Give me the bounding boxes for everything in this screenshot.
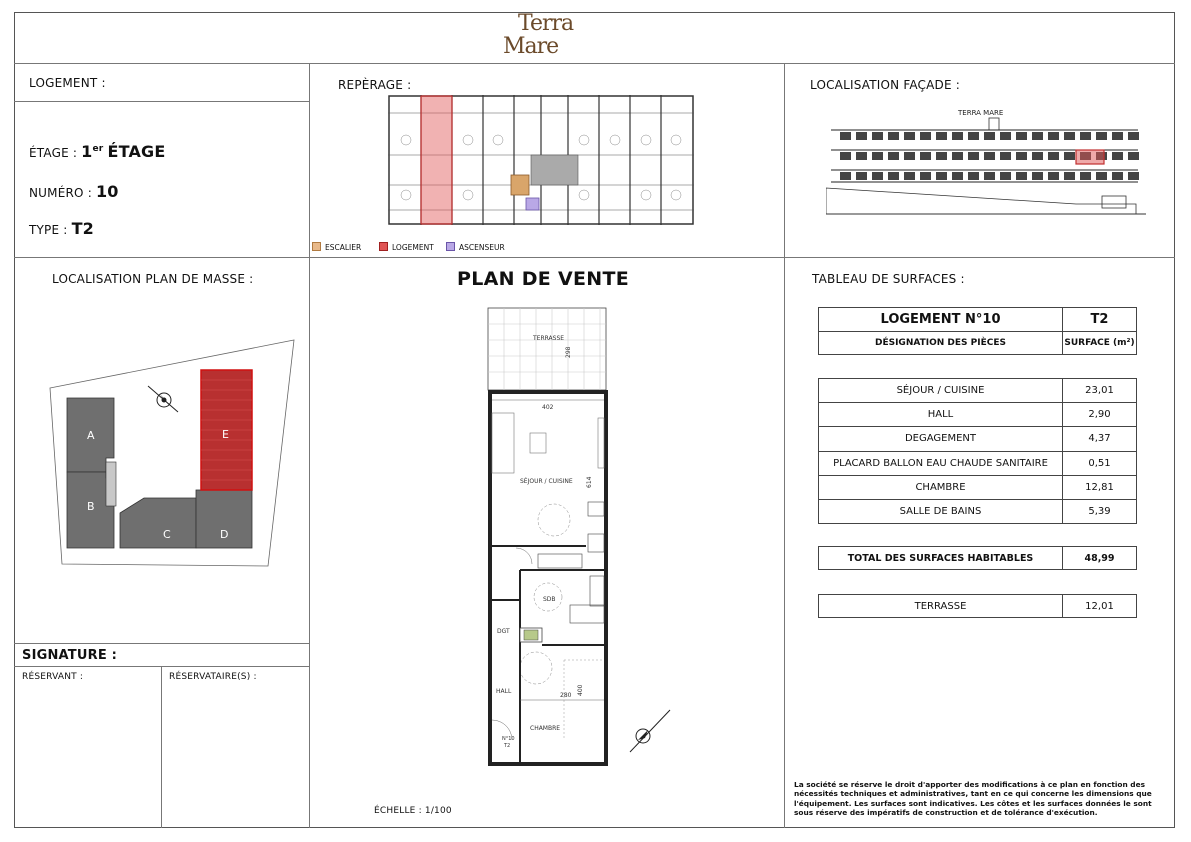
plan-north-arrow-icon [630, 710, 670, 752]
reperage-heading: REPÈRAGE : [338, 78, 412, 92]
facade-window [1032, 172, 1043, 180]
numero-label: NUMÉRO : [29, 186, 92, 200]
surface-row-value: 0,51 [1062, 451, 1137, 476]
room-chambre: CHAMBRE [530, 725, 561, 732]
surface-row-value: 5,39 [1062, 499, 1137, 524]
facade-window [1128, 172, 1139, 180]
facade-window [984, 152, 995, 160]
facade-window [904, 172, 915, 180]
building-b-label: B [87, 500, 95, 513]
logement-heading: LOGEMENT : [29, 76, 106, 90]
facade-window [936, 132, 947, 140]
surface-row-name: DEGAGEMENT [818, 426, 1063, 451]
facade-window [1096, 132, 1107, 140]
facade-window [936, 152, 947, 160]
surface-row-name: HALL [818, 402, 1063, 427]
facade-window [888, 152, 899, 160]
reservataires-label: RÉSERVATAIRE(S) : [169, 672, 257, 682]
legend-escalier-label: ESCALIER [325, 243, 362, 252]
facade-window [1080, 172, 1091, 180]
reperage-floor-plan [388, 95, 694, 227]
room-dgt: DGT [497, 628, 510, 635]
facade-window [1064, 152, 1075, 160]
facade-window [968, 172, 979, 180]
total-value-cell: 48,99 [1062, 546, 1137, 570]
surface-row-name: CHAMBRE [818, 475, 1063, 500]
facade-window [872, 132, 883, 140]
facade-window [1016, 132, 1027, 140]
brand-logo-line1: Terra [518, 11, 574, 36]
facade-window [888, 132, 899, 140]
facade-window [1016, 152, 1027, 160]
facade-window [968, 152, 979, 160]
facade-window [1128, 132, 1139, 140]
surface-row-name: SÉJOUR / CUISINE [818, 378, 1063, 403]
building-c-label: C [163, 528, 171, 541]
dim-280: 280 [560, 692, 572, 699]
facade-window [1048, 152, 1059, 160]
reservant-label: RÉSERVANT : [22, 672, 84, 682]
legend-logement-label: LOGEMENT [392, 243, 434, 252]
plan-masse-map [44, 338, 300, 574]
facade-window [984, 172, 995, 180]
plan-title: PLAN DE VENTE [456, 268, 630, 290]
facade-window [840, 152, 851, 160]
facade-window [936, 172, 947, 180]
facade-window [1016, 172, 1027, 180]
facade-window [1032, 152, 1043, 160]
room-hall: HALL [496, 688, 512, 695]
facade-window [1112, 172, 1123, 180]
facade-window [968, 132, 979, 140]
legend-escalier-swatch [312, 242, 321, 251]
facade-window [920, 172, 931, 180]
signature-heading: SIGNATURE : [22, 648, 118, 663]
etage-word: ÉTAGE [107, 142, 166, 161]
facade-window [1128, 152, 1139, 160]
numero-line [29, 182, 119, 201]
surface-row-value: 23,01 [1062, 378, 1137, 403]
facade-window [952, 132, 963, 140]
total-label-cell: TOTAL DES SURFACES HABITABLES [818, 546, 1063, 570]
dim-614: 614 [586, 476, 593, 488]
facade-window [1048, 172, 1059, 180]
top-row-divider [14, 257, 1175, 258]
facade-window [1064, 172, 1075, 180]
facade-window [1048, 132, 1059, 140]
building-e-label: E [222, 428, 229, 441]
facade-window [1032, 132, 1043, 140]
surface-row-value: 4,37 [1062, 426, 1137, 451]
disclaimer-text: La société se réserve le droit d'apporter des modifications à ce plan en fonction des nécessités techniques et administratives, tant en ce qui concerne les dimensions que l'équipement. Les surfaces sont indicatives. Les côtes et les surfaces données le sont sous réserve des impératifs de construction et de tolérance d'exécution. [794, 780, 1152, 818]
numero-value: 10 [95, 182, 119, 201]
logement-title-cell: LOGEMENT N°10 [818, 307, 1063, 332]
facade-window [1000, 152, 1011, 160]
dim-298: 298 [565, 346, 572, 358]
dim-402: 402 [542, 404, 554, 411]
room-sdb: SDB [543, 596, 556, 603]
facade-window [888, 172, 899, 180]
facade-window [1000, 172, 1011, 180]
brand-logo-line2: Mare [503, 34, 559, 59]
facade-window [840, 172, 851, 180]
logement-divider [14, 101, 309, 102]
facade-window [952, 172, 963, 180]
facade-window [904, 132, 915, 140]
logement-type-cell: T2 [1062, 307, 1137, 332]
facade-window [952, 152, 963, 160]
etage-sup: er [92, 144, 104, 154]
terrasse-label-cell: TERRASSE [818, 594, 1063, 618]
facade-building-label: TERRA MARE [958, 109, 1004, 117]
signature-column-divider [161, 666, 162, 828]
facade-window [1112, 132, 1123, 140]
facade-window [1112, 152, 1123, 160]
facade-heading: LOCALISATION FAÇADE : [810, 78, 961, 92]
facade-window [872, 172, 883, 180]
facade-window [904, 152, 915, 160]
facade-window [1080, 132, 1091, 140]
surface-row-value: 12,81 [1062, 475, 1137, 500]
etage-number: 1 [81, 142, 93, 161]
facade-window [920, 132, 931, 140]
etage-label: ÉTAGE : [29, 146, 78, 160]
facade-window [984, 132, 995, 140]
surfaces-heading: TABLEAU DE SURFACES : [812, 272, 965, 286]
etage-line [29, 142, 166, 161]
legend-ascenseur-swatch [446, 242, 455, 251]
surface-row-name: SALLE DE BAINS [818, 499, 1063, 524]
building-d-label: D [220, 528, 229, 541]
right-column-divider [784, 63, 785, 828]
legend-logement-swatch [379, 242, 388, 251]
building-a-label: A [87, 429, 95, 442]
facade-window [1096, 172, 1107, 180]
facade-window [840, 132, 851, 140]
facade-window [856, 132, 867, 140]
facade-window [856, 172, 867, 180]
legend-ascenseur-label: ASCENSEUR [459, 243, 505, 252]
facade-window [1064, 132, 1075, 140]
type-line [29, 219, 94, 238]
type-value: T2 [71, 219, 95, 238]
floor-plan [480, 300, 680, 770]
terrasse-value-cell: 12,01 [1062, 594, 1137, 618]
dim-400: 400 [577, 684, 584, 696]
surface-row-value: 2,90 [1062, 402, 1137, 427]
header-divider [14, 63, 1175, 64]
facade-window [856, 152, 867, 160]
left-column-divider [309, 63, 310, 828]
door-tag-number: N°10 [502, 736, 515, 742]
surface-row-name: PLACARD BALLON EAU CHAUDE SANITAIRE [818, 451, 1063, 476]
facade-elevation [826, 104, 1146, 216]
signature-top-divider [14, 643, 309, 644]
door-tag-type: T2 [504, 743, 511, 749]
facade-window [872, 152, 883, 160]
facade-window [920, 152, 931, 160]
echelle-label: ÉCHELLE : 1/100 [374, 806, 452, 816]
designation-header: DÉSIGNATION DES PIÈCES [818, 331, 1063, 355]
room-terrasse: TERRASSE [533, 335, 565, 342]
surface-header: SURFACE (m²) [1062, 331, 1137, 355]
plan-masse-heading: LOCALISATION PLAN DE MASSE : [52, 272, 254, 286]
facade-window [1000, 132, 1011, 140]
type-label: TYPE : [29, 223, 68, 237]
room-sejour: SÉJOUR / CUISINE [520, 478, 573, 485]
